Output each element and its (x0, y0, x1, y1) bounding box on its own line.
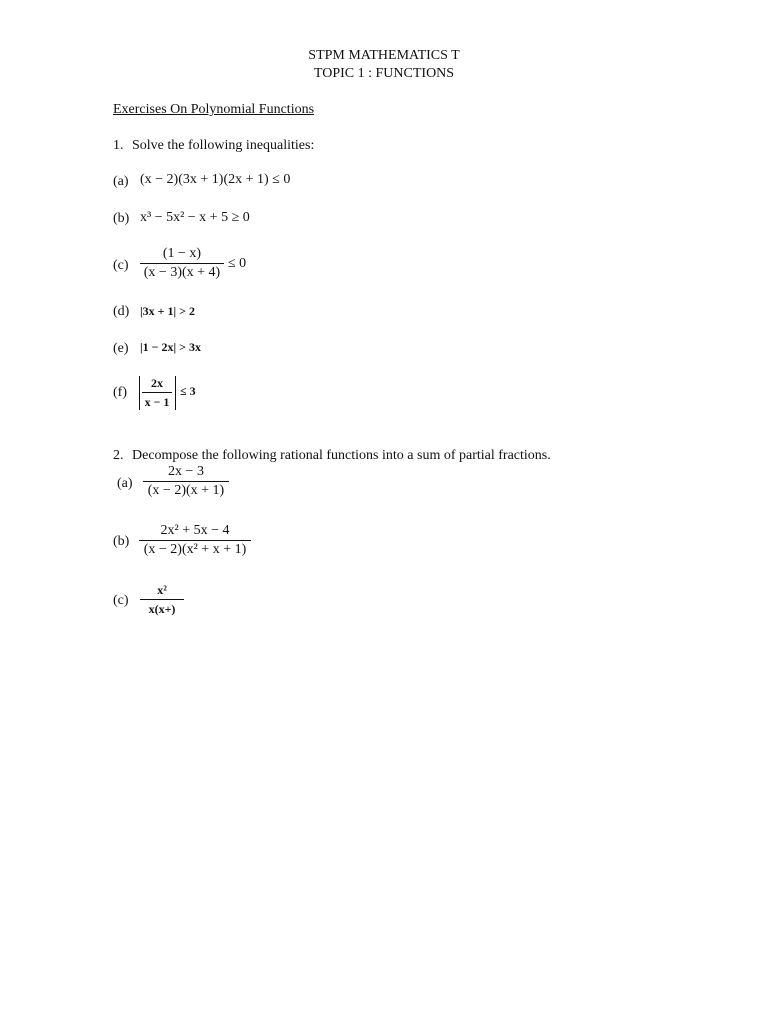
abs-bar-left (139, 376, 140, 410)
q1c-rhs: ≤ 0 (228, 256, 247, 271)
q2c-label: (c) (113, 593, 129, 608)
q2a-denominator: (x − 2)(x + 1) (147, 483, 225, 498)
q2a-numerator: 2x − 3 (168, 464, 204, 479)
fraction-bar (139, 540, 251, 541)
q1e-label: (e) (113, 341, 129, 356)
header-line-2: TOPIC 1 : FUNCTIONS (313, 66, 455, 81)
q2b-numerator: 2x² + 5x − 4 (160, 523, 230, 538)
q1-prompt: Solve the following inequalities: (132, 138, 315, 153)
q2b-label: (b) (113, 534, 130, 549)
q1-number: 1. (113, 138, 124, 153)
q2b-denominator: (x − 2)(x² + x + 1) (143, 542, 247, 557)
q1c-fraction (140, 246, 224, 281)
q1f-fraction (142, 375, 172, 410)
q1f-label: (f) (113, 385, 127, 400)
q2c-fraction (140, 582, 184, 617)
q1f-numerator: 2x (151, 376, 163, 390)
q1d-label: (d) (113, 304, 130, 319)
q1c-denominator: (x − 3)(x + 4) (143, 265, 221, 280)
q1f-denominator: x − 1 (144, 395, 170, 409)
q1b-label: (b) (113, 211, 130, 226)
q2-number: 2. (113, 448, 124, 463)
fraction-bar (140, 263, 224, 264)
q2c-numerator: x² (157, 583, 167, 597)
fraction-bar (142, 392, 172, 393)
q2a-label: (a) (117, 476, 133, 491)
fraction-bar (140, 599, 184, 600)
header-line-1: STPM MATHEMATICS T (308, 48, 460, 63)
q1d-expression: |3x + 1| > 2 (140, 304, 195, 318)
q1b-expression: x³ − 5x² − x + 5 ≥ 0 (140, 210, 250, 225)
q1f-rhs: ≤ 3 (180, 384, 196, 398)
q1a-expression: (x − 2)(3x + 1)(2x + 1) ≤ 0 (140, 172, 291, 187)
abs-bar-right (175, 376, 176, 410)
q2-prompt: Decompose the following rational functions into a sum of partial fractions. (132, 448, 551, 463)
q1a-label: (a) (113, 174, 129, 189)
fraction-bar (143, 481, 229, 482)
q2c-denominator: x(x+) (148, 602, 176, 616)
q1c-numerator: (1 − x) (162, 246, 202, 261)
section-title: Exercises On Polynomial Functions (113, 102, 315, 117)
q2b-fraction (139, 523, 251, 558)
q1e-expression: |1 − 2x| > 3x (140, 340, 201, 354)
q1c-label: (c) (113, 258, 129, 273)
q2a-fraction (143, 464, 229, 499)
